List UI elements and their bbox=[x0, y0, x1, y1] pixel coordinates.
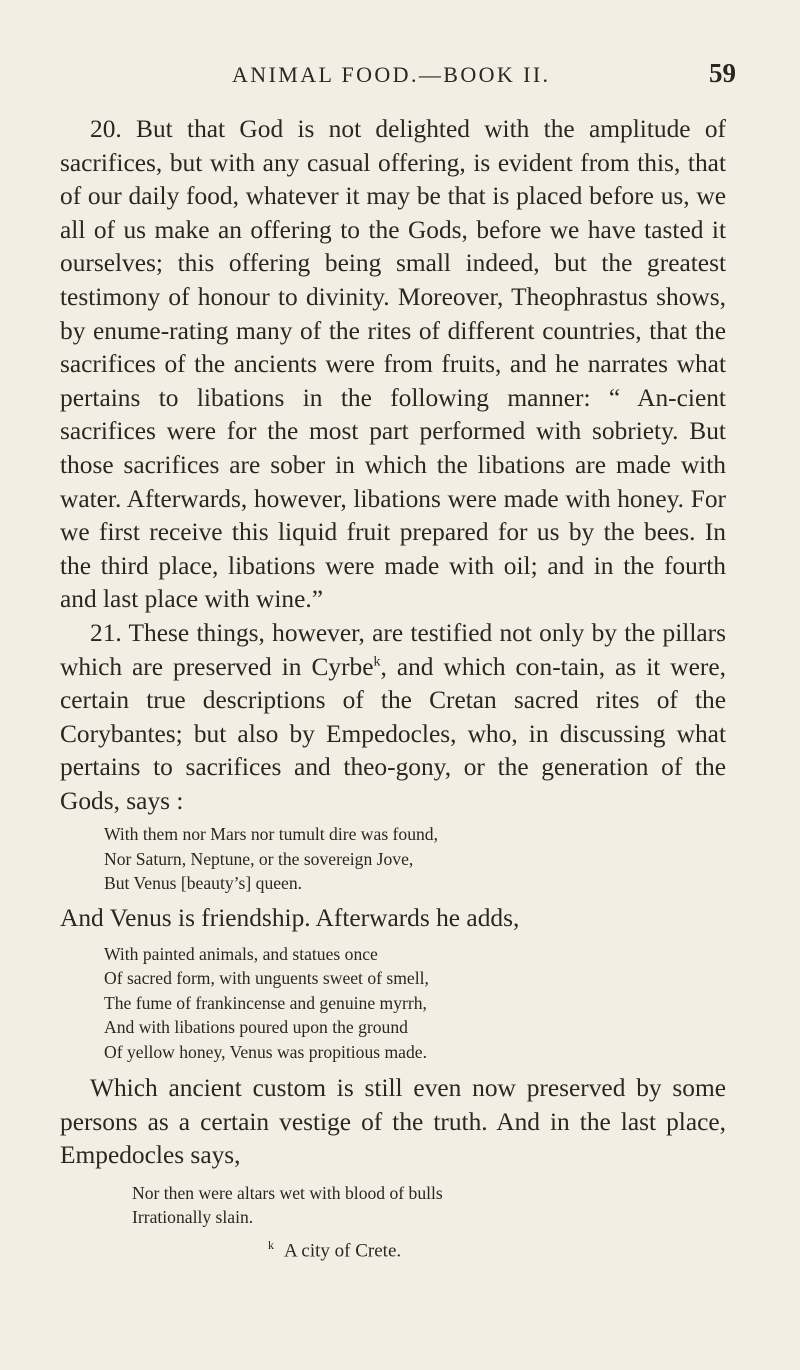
footnote-reference: k bbox=[373, 654, 381, 670]
running-head: ANIMAL FOOD.—BOOK II. bbox=[232, 62, 551, 87]
verse-block-2 bbox=[104, 942, 726, 1065]
verse-line: Nor Saturn, Neptune, or the sovereign Jove, bbox=[104, 848, 414, 869]
verse-line: With painted animals, and statues once bbox=[104, 943, 378, 964]
paragraph-21-text-a: 21. These things, however, are testified not only by the pillars which are preserved in Cyrbe bbox=[60, 618, 726, 681]
paragraph-21-text-b: , and which con-tain, as it were, certain true descriptions of the Cretan sacred rites of the Corybantes; but also by Empedocles, who, in discussing what pertains to sacrifices and theo-gony, or the generation of the Gods, says : bbox=[60, 652, 726, 815]
page-header bbox=[60, 58, 740, 98]
paragraph-ancient-custom: Which ancient custom is still even now preserved by some persons as a certain vestige of the truth. And in the last place, Empedocles says, bbox=[60, 1074, 726, 1170]
paragraph-venus-friendship: And Venus is friendship. Afterwards he adds, bbox=[60, 903, 520, 932]
body-text bbox=[60, 113, 726, 1236]
verse-block-1 bbox=[104, 822, 726, 896]
verse-block-3 bbox=[132, 1181, 726, 1230]
footnote-marker: k bbox=[268, 1238, 274, 1252]
verse-line: Nor then were altars wet with blood of bulls bbox=[132, 1182, 443, 1203]
verse-line: Irrationally slain. bbox=[132, 1207, 254, 1228]
verse-line: The fume of frankincense and genuine myrrh, bbox=[104, 992, 427, 1013]
page-number: 59 bbox=[709, 58, 736, 88]
paragraph-21 bbox=[60, 617, 726, 819]
footnote-text: A city of Crete. bbox=[284, 1240, 402, 1262]
verse-line: But Venus [beauty’s] queen. bbox=[104, 873, 303, 894]
verse-line: With them nor Mars nor tumult dire was found, bbox=[104, 824, 439, 845]
paragraph-20: 20. But that God is not delighted with the amplitude of sacrifices, but with any casual offering, is evident from this, that of our daily food, whatever it may be that is placed before us, we all of us make an offering to the Gods, before we have tasted it ourselves; this offering being small indeed, but the greatest testimony of honour to divinity. Moreover, Theophrastus shows, by enume-rating many of the rites of different countries, that the sacrifices of the ancients were from fruits, and he narrates what pertains to libations in the following manner: “ An-cient sacrifices were for the most part performed with sobriety. But those sacrifices are sober in which the libations are made with water. Afterwards, however, libations were made with honey. For we first receive this liquid fruit prepared for us by the bees. In the third place, libations were made with oil; and in the fourth and last place with wine.” bbox=[60, 115, 726, 614]
footnote bbox=[268, 1238, 401, 1262]
verse-line: Of yellow honey, Venus was propitious made. bbox=[104, 1041, 427, 1062]
verse-line: Of sacred form, with unguents sweet of smell, bbox=[104, 968, 429, 989]
verse-line: And with libations poured upon the ground bbox=[104, 1017, 408, 1038]
